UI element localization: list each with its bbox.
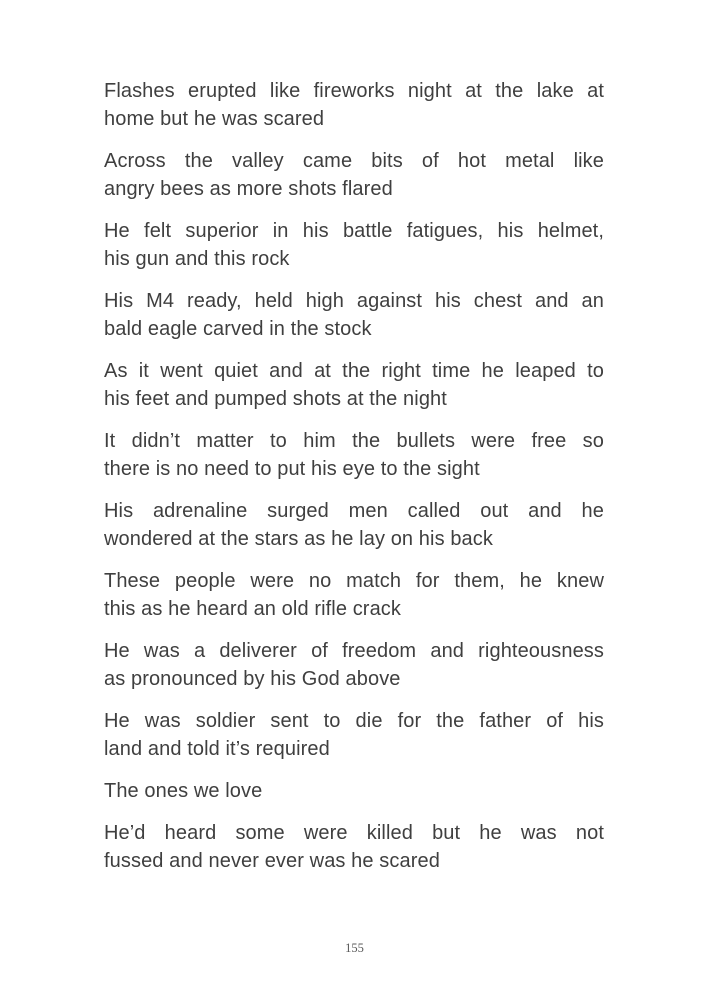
poem-line: He felt superior in his battle fatigues, his helmet,	[104, 220, 604, 242]
poem-line: His M4 ready, held high against his chest and an	[104, 290, 604, 312]
poem-paragraph	[104, 777, 604, 805]
poem-line: this as he heard an old rifle crack	[104, 598, 401, 620]
poem-paragraph	[104, 77, 604, 133]
poem-paragraph	[104, 357, 604, 413]
poem-line: His adrenaline surged men called out and he	[104, 500, 604, 522]
poem-paragraph	[104, 637, 604, 693]
poem-paragraph	[104, 819, 604, 875]
poem-paragraph	[104, 287, 604, 343]
poem-line: there is no need to put his eye to the sight	[104, 458, 480, 480]
page-number: 155	[345, 941, 364, 955]
poem-line: Flashes erupted like fireworks night at the lake at	[104, 80, 604, 102]
poem-line: It didn’t matter to him the bullets were free so	[104, 430, 604, 452]
poem-paragraph	[104, 497, 604, 553]
poem-line: land and told it’s required	[104, 738, 330, 760]
poem-line: his feet and pumped shots at the night	[104, 388, 447, 410]
poem-text	[104, 77, 604, 889]
poem-paragraph	[104, 567, 604, 623]
poem-line: These people were no match for them, he knew	[104, 570, 604, 592]
poem-paragraph	[104, 217, 604, 273]
poem-paragraph	[104, 707, 604, 763]
poem-line: his gun and this rock	[104, 248, 290, 270]
poem-line: He’d heard some were killed but he was not	[104, 822, 604, 844]
poem-line: bald eagle carved in the stock	[104, 318, 372, 340]
poem-line: Across the valley came bits of hot metal like	[104, 150, 604, 172]
poem-line: He was a deliverer of freedom and righteousness	[104, 640, 604, 662]
poem-line: home but he was scared	[104, 108, 325, 130]
poem-paragraph	[104, 147, 604, 203]
poem-line: fussed and never ever was he scared	[104, 850, 440, 872]
poem-line: as pronounced by his God above	[104, 668, 401, 690]
poem-line: As it went quiet and at the right time he leaped to	[104, 360, 604, 382]
poem-paragraph	[104, 427, 604, 483]
poem-line: wondered at the stars as he lay on his back	[104, 528, 493, 550]
poem-line: angry bees as more shots flared	[104, 178, 393, 200]
poem-line: The ones we love	[104, 780, 263, 802]
poem-line: He was soldier sent to die for the father of his	[104, 710, 604, 732]
